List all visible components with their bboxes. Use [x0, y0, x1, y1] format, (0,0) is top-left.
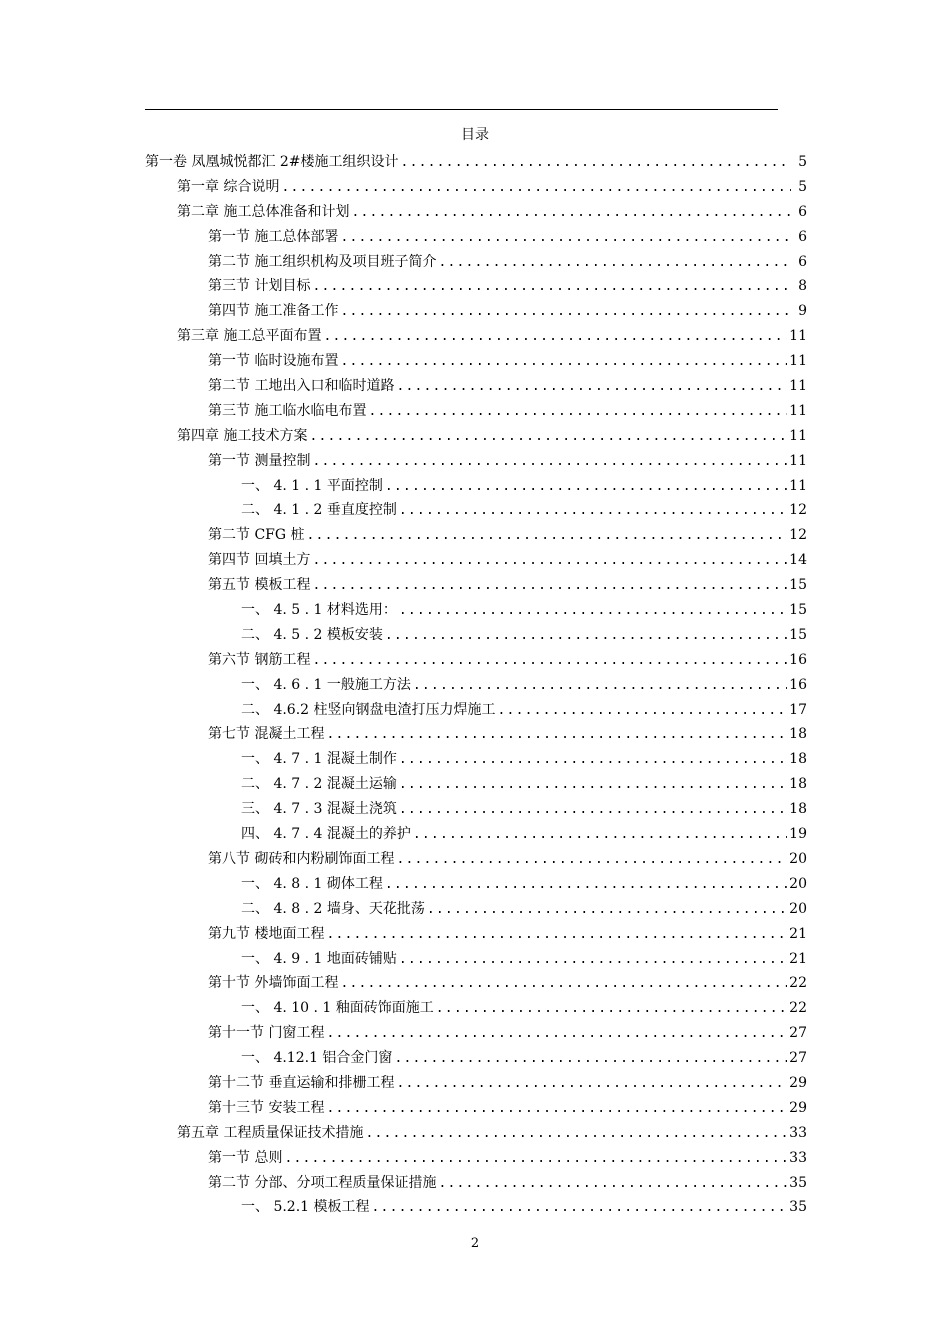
toc-entry-page: 14: [789, 552, 807, 569]
toc-entry-page: 16: [789, 651, 807, 668]
toc-entry[interactable]: [145, 922, 807, 947]
toc-entry-text: 第二节 施工组织机构及项目班子简介: [208, 253, 437, 270]
toc-entry[interactable]: [145, 971, 807, 996]
toc-entry-text: 四、 4. 7 . 4 混凝土的养护: [241, 826, 411, 843]
toc-entry-page: 11: [789, 378, 807, 395]
toc-entry-page: 15: [789, 626, 807, 643]
toc-entry-page: 11: [789, 328, 807, 345]
toc-entry[interactable]: [145, 698, 807, 723]
toc-entry-page: 33: [789, 1124, 807, 1141]
toc-dot-leader: [284, 1147, 787, 1172]
toc-entry[interactable]: [145, 772, 807, 797]
toc-entry-page: 29: [789, 1074, 807, 1091]
toc-entry-text: 第二节 CFG 桩: [208, 527, 305, 544]
toc-entry-page: 20: [789, 850, 807, 867]
toc-dot-leader: [385, 624, 787, 649]
toc-dot-leader: [401, 151, 791, 176]
toc-dot-leader: [340, 972, 787, 997]
toc-dot-leader: [340, 226, 791, 251]
toc-dot-leader: [438, 251, 791, 276]
toc-entry-text: 第三节 施工临水临电布置: [208, 402, 367, 419]
toc-dot-leader: [309, 425, 787, 450]
toc-entry-page: 5: [798, 154, 807, 170]
toc-entry-page: 21: [789, 950, 807, 967]
toc-dot-leader: [312, 450, 787, 475]
toc-entry[interactable]: [145, 1195, 807, 1220]
toc-entry[interactable]: [145, 1096, 807, 1121]
toc-entry-page: 35: [789, 1199, 807, 1216]
toc-entry-text: 第二节 工地出入口和临时道路: [208, 378, 395, 395]
toc-dot-leader: [312, 275, 791, 300]
toc-entry-text: 一、 5.2.1 模板工程: [241, 1199, 370, 1216]
toc-entry-text: 二、 4. 7 . 2 混凝土运输: [241, 776, 397, 793]
toc-entry-page: 22: [789, 975, 807, 992]
toc-entry-text: 第一节 测量控制: [208, 452, 311, 469]
toc-entry[interactable]: [145, 374, 807, 399]
toc-entry-page: 27: [789, 1050, 807, 1067]
toc-entry[interactable]: [145, 474, 807, 499]
toc-dot-leader: [396, 1072, 787, 1097]
toc-dot-leader: [340, 300, 791, 325]
toc-entry-text: 第四节 回填土方: [208, 552, 311, 569]
toc-entry[interactable]: [145, 324, 807, 349]
toc-entry-page: 29: [789, 1099, 807, 1116]
toc-entry[interactable]: [145, 225, 807, 250]
toc-dot-leader: [399, 599, 787, 624]
toc-entry[interactable]: [145, 598, 807, 623]
toc-entry-text: 第一节 总则: [208, 1149, 283, 1166]
toc-entry-page: 21: [789, 925, 807, 942]
toc-entry-text: 第一节 临时设施布置: [208, 353, 339, 370]
toc-entry-page: 5: [798, 178, 807, 195]
toc-entry[interactable]: [145, 399, 807, 424]
toc-entry-text: 二、 4. 5 . 2 模板安装: [241, 626, 383, 643]
toc-dot-leader: [399, 798, 787, 823]
toc-entry-text: 第三章 施工总平面布置: [177, 328, 322, 345]
toc-entry-page: 27: [789, 1025, 807, 1042]
toc-entry[interactable]: [145, 797, 807, 822]
toc-entry-text: 二、 4. 8 . 2 墙身、天花批荡: [241, 900, 425, 917]
toc-entry[interactable]: [145, 947, 807, 972]
toc-entry[interactable]: [145, 175, 807, 200]
toc-entry[interactable]: [145, 648, 807, 673]
toc-entry-text: 第五节 模板工程: [208, 577, 311, 594]
toc-dot-leader: [396, 848, 787, 873]
toc-dot-leader: [326, 923, 787, 948]
toc-dot-leader: [326, 1097, 787, 1122]
toc-entry-text: 第一卷 凤凰城悦都汇 2#楼施工组织设计: [145, 154, 399, 170]
toc-entry-page: 18: [789, 776, 807, 793]
toc-entry-text: 第二节 分部、分项工程质量保证措施: [208, 1174, 437, 1191]
toc-entry-text: 一、 4. 8 . 1 砌体工程: [241, 875, 383, 892]
toc-entry-page: 11: [789, 477, 807, 494]
toc-entry-page: 22: [789, 1000, 807, 1017]
toc-entry[interactable]: [145, 747, 807, 772]
toc-entry[interactable]: [145, 673, 807, 698]
toc-entry[interactable]: [145, 449, 807, 474]
toc-entry[interactable]: [145, 548, 807, 573]
toc-title: 目录: [461, 127, 489, 143]
toc-entry-text: 一、 4. 6 . 1 一般施工方法: [241, 676, 411, 693]
toc-dot-leader: [413, 823, 787, 848]
toc-entry-text: 第十节 外墙饰面工程: [208, 975, 339, 992]
toc-entry-text: 第五章 工程质量保证技术措施: [177, 1124, 364, 1141]
toc-dot-leader: [396, 375, 787, 400]
toc-entry-text: 一、 4. 7 . 1 混凝土制作: [241, 751, 397, 768]
toc-entry-page: 8: [798, 278, 807, 295]
toc-entry-page: 11: [789, 353, 807, 370]
toc-entry-page: 17: [789, 701, 807, 718]
toc-entry-text: 一、 4. 9 . 1 地面砖铺贴: [241, 950, 397, 967]
toc-entry-text: 一、 4. 10 . 1 釉面砖饰面施工: [241, 1000, 434, 1017]
toc-entry-page: 15: [789, 602, 807, 619]
toc-entry-page: 12: [789, 502, 807, 519]
toc-dot-leader: [351, 201, 791, 226]
toc-entry-page: 6: [798, 203, 807, 220]
toc-entry-page: 19: [789, 826, 807, 843]
toc-dot-leader: [307, 524, 788, 549]
toc-dot-leader: [399, 499, 787, 524]
toc-entry[interactable]: [145, 150, 807, 175]
toc-entry-text: 第八节 砌砖和内粉刷饰面工程: [208, 850, 395, 867]
toc-entry-text: 一、 4.12.1 铝合金门窗: [241, 1050, 393, 1067]
toc-entry[interactable]: [145, 200, 807, 225]
toc-entry-text: 第三节 计划目标: [208, 278, 311, 295]
toc-dot-leader: [436, 997, 787, 1022]
toc-entry-page: 11: [789, 427, 807, 444]
toc-entry[interactable]: [145, 847, 807, 872]
toc-entry-text: 一、 4. 1 . 1 平面控制: [241, 477, 383, 494]
toc-entry[interactable]: [145, 1071, 807, 1096]
toc-entry-page: 15: [789, 577, 807, 594]
toc-dot-leader: [323, 325, 787, 350]
toc-dot-leader: [312, 549, 787, 574]
toc-entry-text: 第十一节 门窗工程: [208, 1025, 325, 1042]
toc-entry-text: 三、 4. 7 . 3 混凝土浇筑: [241, 801, 397, 818]
toc-dot-leader: [413, 674, 787, 699]
toc-dot-leader: [399, 948, 787, 973]
toc-entry[interactable]: [145, 523, 807, 548]
toc-dot-leader: [438, 1172, 787, 1197]
toc-entry-text: 第一节 施工总体部署: [208, 228, 339, 245]
page-number: 2: [470, 1236, 480, 1251]
toc-dot-leader: [326, 1022, 787, 1047]
toc-dot-leader: [385, 873, 787, 898]
toc-entry[interactable]: [145, 250, 807, 275]
toc-dot-leader: [312, 649, 787, 674]
toc-entry[interactable]: [145, 1046, 807, 1071]
toc-entry[interactable]: [145, 299, 807, 324]
toc-entry-text: 第十二节 垂直运输和排栅工程: [208, 1074, 395, 1091]
toc-dot-leader: [281, 176, 791, 201]
toc-entry-page: 33: [789, 1149, 807, 1166]
toc-entry-text: 第七节 混凝土工程: [208, 726, 325, 743]
toc-entry[interactable]: [145, 822, 807, 847]
toc-entry-page: 9: [798, 303, 807, 320]
toc-entry-page: 11: [789, 452, 807, 469]
toc-entry[interactable]: [145, 349, 807, 374]
toc-entry[interactable]: [145, 498, 807, 523]
toc-entry-page: 6: [798, 228, 807, 245]
toc-dot-leader: [399, 773, 787, 798]
toc-dot-leader: [427, 898, 787, 923]
toc-entry[interactable]: [145, 1121, 807, 1146]
toc-dot-leader: [326, 723, 787, 748]
toc-entry-text: 第四章 施工技术方案: [177, 427, 308, 444]
toc-entry-text: 第九节 楼地面工程: [208, 925, 325, 942]
toc-entry-page: 18: [789, 801, 807, 818]
toc-entry-page: 20: [789, 875, 807, 892]
table-of-contents: [145, 150, 807, 1220]
toc-dot-leader: [399, 748, 787, 773]
toc-dot-leader: [385, 475, 787, 500]
toc-entry[interactable]: [145, 573, 807, 598]
header-rule: [145, 109, 778, 110]
toc-entry-page: 35: [789, 1174, 807, 1191]
toc-entry-page: 20: [789, 900, 807, 917]
toc-entry-text: 二、 4. 1 . 2 垂直度控制: [241, 502, 397, 519]
toc-dot-leader: [365, 1122, 787, 1147]
toc-dot-leader: [368, 400, 787, 425]
toc-entry[interactable]: [145, 897, 807, 922]
toc-entry[interactable]: [145, 872, 807, 897]
toc-entry-text: 第二章 施工总体准备和计划: [177, 203, 350, 220]
toc-entry-page: 12: [789, 527, 807, 544]
toc-dot-leader: [340, 350, 787, 375]
toc-entry[interactable]: [145, 274, 807, 299]
toc-dot-leader: [498, 699, 788, 724]
toc-entry-text: 二、 4.6.2 柱竖向钢盘电渣打压力焊施工: [241, 701, 496, 718]
toc-entry-page: 6: [798, 253, 807, 270]
toc-dot-leader: [394, 1047, 787, 1072]
toc-entry-text: 第一章 综合说明: [177, 178, 280, 195]
toc-entry-page: 18: [789, 751, 807, 768]
toc-dot-leader: [312, 574, 787, 599]
toc-entry[interactable]: [145, 1146, 807, 1171]
toc-entry-page: 16: [789, 676, 807, 693]
toc-entry[interactable]: [145, 722, 807, 747]
toc-entry[interactable]: [145, 1171, 807, 1196]
toc-entry[interactable]: [145, 424, 807, 449]
toc-entry-text: 第六节 钢筋工程: [208, 651, 311, 668]
toc-entry[interactable]: [145, 1021, 807, 1046]
toc-entry[interactable]: [145, 996, 807, 1021]
toc-entry-text: 一、 4. 5 . 1 材料选用：: [241, 602, 397, 619]
toc-dot-leader: [372, 1196, 788, 1221]
toc-entry[interactable]: [145, 623, 807, 648]
toc-entry-text: 第四节 施工准备工作: [208, 303, 339, 320]
toc-entry-page: 11: [789, 402, 807, 419]
toc-entry-text: 第十三节 安装工程: [208, 1099, 325, 1116]
toc-entry-page: 18: [789, 726, 807, 743]
